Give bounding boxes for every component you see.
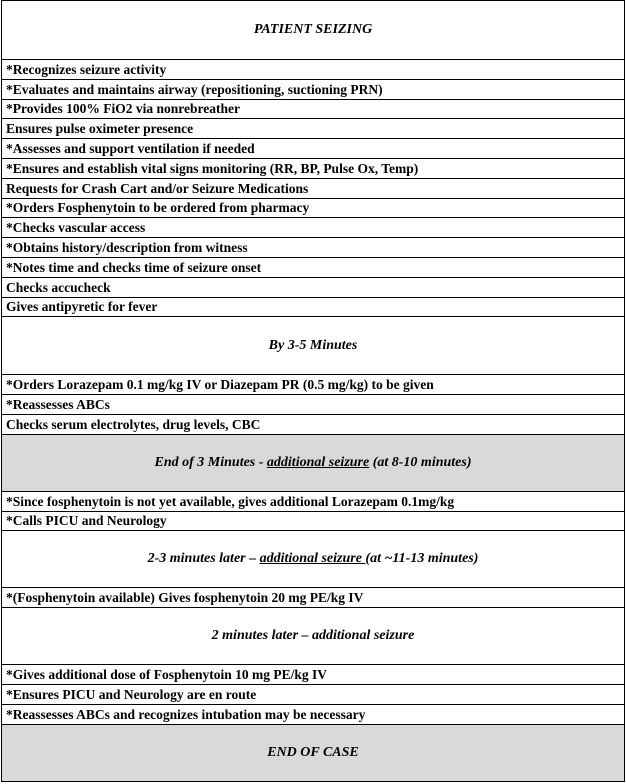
- section-header-row: [2, 724, 625, 781]
- checklist-item: *Obtains history/description from witness: [2, 238, 625, 258]
- section-header-text: 2-3 minutes later –: [147, 551, 260, 567]
- checklist-item: *Ensures PICU and Neurology are en route: [2, 684, 625, 704]
- checklist-item: Requests for Crash Cart and/or Seizure Medications: [2, 178, 625, 198]
- checklist-item: *Evaluates and maintains airway (repositioning, suctioning PRN): [2, 79, 625, 99]
- checklist-row: [2, 704, 625, 724]
- checklist-item: *Calls PICU and Neurology: [2, 511, 625, 531]
- checklist-item: *Assesses and support ventilation if needed: [2, 139, 625, 159]
- checklist-body: [2, 1, 625, 782]
- checklist-row: [2, 491, 625, 511]
- checklist-row: [2, 257, 625, 277]
- checklist-item: *Checks vascular access: [2, 218, 625, 238]
- section-header: [2, 724, 625, 781]
- section-header: [2, 434, 625, 491]
- checklist-item: Gives antipyretic for fever: [2, 297, 625, 317]
- checklist-row: [2, 178, 625, 198]
- section-header-text: 2 minutes later – additional seizure: [211, 628, 415, 644]
- checklist-item: *Orders Fosphenytoin to be ordered from pharmacy: [2, 198, 625, 218]
- checklist-row: [2, 238, 625, 258]
- seizure-checklist-table: [1, 0, 625, 782]
- checklist-row: [2, 297, 625, 317]
- checklist-row: [2, 277, 625, 297]
- section-header-row: [2, 317, 625, 375]
- checklist-item: *Orders Lorazepam 0.1 mg/kg IV or Diazepam PR (0.5 mg/kg) to be given: [2, 375, 625, 395]
- section-header: [2, 1, 625, 60]
- checklist-row: [2, 414, 625, 434]
- section-header-row: [2, 1, 625, 60]
- checklist-row: [2, 158, 625, 178]
- section-header-text: PATIENT SEIZING: [253, 22, 373, 37]
- checklist-row: [2, 60, 625, 80]
- checklist-item: *Notes time and checks time of seizure onset: [2, 257, 625, 277]
- checklist-row: [2, 139, 625, 159]
- section-header-text: End of 3 Minutes -: [154, 454, 267, 470]
- section-header-emphasis: additional seizure: [259, 551, 366, 567]
- section-header: [2, 608, 625, 665]
- section-header-row: [2, 531, 625, 588]
- checklist-row: [2, 198, 625, 218]
- checklist-row: [2, 79, 625, 99]
- checklist-item: *(Fosphenytoin available) Gives fosphenytoin 20 mg PE/kg IV: [2, 588, 625, 608]
- section-header-emphasis: additional seizure: [266, 454, 370, 470]
- checklist-item: Ensures pulse oximeter presence: [2, 119, 625, 139]
- checklist-item: Checks serum electrolytes, drug levels, CBC: [2, 414, 625, 434]
- checklist-item: Checks accucheck: [2, 277, 625, 297]
- checklist-item: *Reassesses ABCs: [2, 395, 625, 415]
- checklist-row: [2, 665, 625, 685]
- checklist-row: [2, 119, 625, 139]
- checklist-item: *Recognizes seizure activity: [2, 60, 625, 80]
- checklist-item: *Ensures and establish vital signs monitoring (RR, BP, Pulse Ox, Temp): [2, 158, 625, 178]
- section-header-text: By 3-5 Minutes: [268, 337, 358, 353]
- section-header-text: (at 8-10 minutes): [369, 454, 472, 470]
- checklist-row: [2, 395, 625, 415]
- checklist-row: [2, 588, 625, 608]
- checklist-item: *Provides 100% FiO2 via nonrebreather: [2, 99, 625, 119]
- section-header: [2, 317, 625, 375]
- section-header: [2, 531, 625, 588]
- checklist-row: [2, 511, 625, 531]
- checklist-row: [2, 99, 625, 119]
- section-header-text: END OF CASE: [267, 744, 359, 760]
- checklist-item: *Since fosphenytoin is not yet available, gives additional Lorazepam 0.1mg/kg: [2, 491, 625, 511]
- section-header-row: [2, 434, 625, 491]
- checklist-item: *Gives additional dose of Fosphenytoin 10 mg PE/kg IV: [2, 665, 625, 685]
- section-header-text: (at ~11-13 minutes): [365, 551, 479, 567]
- checklist-row: [2, 375, 625, 395]
- checklist-row: [2, 684, 625, 704]
- section-header-row: [2, 608, 625, 665]
- checklist-item: *Reassesses ABCs and recognizes intubation may be necessary: [2, 704, 625, 724]
- checklist-row: [2, 218, 625, 238]
